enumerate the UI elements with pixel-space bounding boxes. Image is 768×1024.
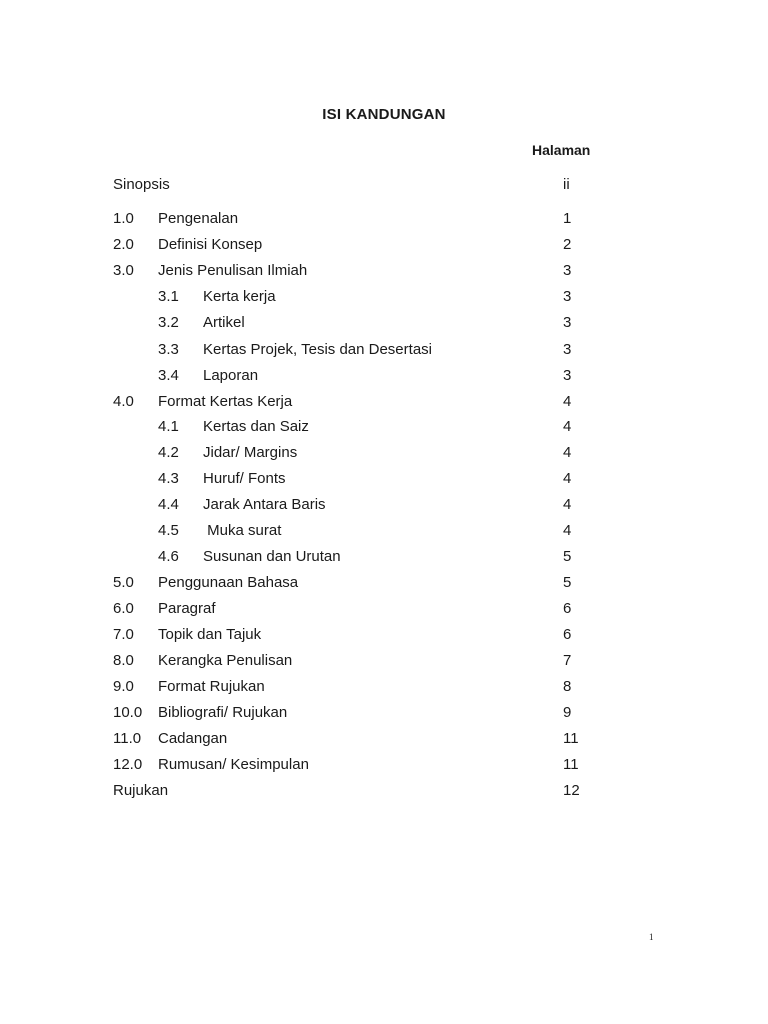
toc-entry-page: 6 <box>563 600 572 617</box>
toc-entry <box>0 392 768 412</box>
toc-entry-number: 4.0 <box>113 393 134 410</box>
toc-entry <box>0 366 768 386</box>
toc-entry-title: Kertas dan Saiz <box>203 418 309 435</box>
footer-page-number: 1 <box>649 932 654 942</box>
toc-entry <box>0 261 768 281</box>
toc-entry-number: 11.0 <box>113 730 142 747</box>
toc-entry-title: Pengenalan <box>158 210 239 227</box>
toc-entry-page: 4 <box>563 393 572 410</box>
toc-entry-title: Sinopsis <box>113 176 170 193</box>
toc-entry-page: 8 <box>563 678 572 695</box>
toc-entry <box>0 209 768 229</box>
toc-entry-page: 3 <box>563 262 572 279</box>
toc-entry <box>0 495 768 515</box>
toc-entry-page: ii <box>563 176 570 193</box>
toc-entry-number: 9.0 <box>113 678 134 695</box>
toc-entry-title: Jarak Antara Baris <box>203 496 326 513</box>
toc-entry <box>0 781 768 801</box>
toc-entry-page: 5 <box>563 574 572 591</box>
toc-entry-title: Cadangan <box>158 730 228 747</box>
toc-entry <box>0 547 768 567</box>
toc-entry-page: 4 <box>563 444 572 461</box>
toc-entry-number: 3.3 <box>158 341 179 358</box>
toc-entry-number: 4.6 <box>158 548 179 565</box>
toc-entry-page: 3 <box>563 367 572 384</box>
toc-entry-page: 4 <box>563 496 572 513</box>
toc-entry-number: 8.0 <box>113 652 134 669</box>
toc-entry-page: 3 <box>563 288 572 305</box>
toc-entry-page: 5 <box>563 548 572 565</box>
toc-entry-page: 7 <box>563 652 572 669</box>
toc-entry-number: 2.0 <box>113 236 134 253</box>
toc-entry-page: 3 <box>563 341 572 358</box>
toc-entry-title: Penggunaan Bahasa <box>158 574 299 591</box>
page-title: ISI KANDUNGAN <box>322 106 446 123</box>
toc-entry <box>0 287 768 307</box>
toc-entry-title: Kertas Projek, Tesis dan Desertasi <box>203 341 432 358</box>
toc-entry <box>0 677 768 697</box>
toc-entry-number: 4.3 <box>158 470 179 487</box>
toc-entry-number: 7.0 <box>113 626 134 643</box>
toc-entry-page: 1 <box>563 210 572 227</box>
toc-entry <box>0 340 768 360</box>
toc-entry <box>0 443 768 463</box>
toc-entry <box>0 573 768 593</box>
toc-entry-page: 4 <box>563 470 572 487</box>
toc-entry-page: 4 <box>563 522 572 539</box>
toc-entry <box>0 755 768 775</box>
toc-entry-title: Artikel <box>203 314 245 331</box>
toc-entry <box>0 703 768 723</box>
toc-entry-number: 12.0 <box>113 756 143 773</box>
toc-entry <box>0 625 768 645</box>
toc-entry-number: 10.0 <box>113 704 143 721</box>
toc-entry-number: 3.1 <box>158 288 179 305</box>
toc-entry-title: Jidar/ Margins <box>203 444 298 461</box>
toc-entry-page: 11 <box>563 730 579 747</box>
toc-entry-number: 3.0 <box>113 262 134 279</box>
page-column-header: Halaman <box>532 142 591 158</box>
toc-entry-number: 6.0 <box>113 600 134 617</box>
toc-entry-title: Muka surat <box>203 522 282 539</box>
toc-entry-page: 6 <box>563 626 572 643</box>
toc-entry-page: 2 <box>563 236 572 253</box>
toc-entry-title: Format Kertas Kerja <box>158 393 293 410</box>
toc-entry-title: Kerta kerja <box>203 288 276 305</box>
toc-entry-number: 3.2 <box>158 314 179 331</box>
toc-entry <box>0 651 768 671</box>
toc-entry-title: Bibliografi/ Rujukan <box>158 704 288 721</box>
toc-entry-number: 3.4 <box>158 367 179 384</box>
toc-entry-page: 11 <box>563 756 579 773</box>
toc-entry-title: Topik dan Tajuk <box>158 626 262 643</box>
toc-entry-number: 4.2 <box>158 444 179 461</box>
toc-entry <box>0 729 768 749</box>
toc-entry-title: Rujukan <box>113 782 169 799</box>
toc-entry-title: Jenis Penulisan Ilmiah <box>158 262 308 279</box>
toc-entry <box>0 417 768 437</box>
toc-entry-page: 4 <box>563 418 572 435</box>
toc-entry-title: Susunan dan Urutan <box>203 548 341 565</box>
toc-entry <box>0 235 768 255</box>
toc-entry <box>0 521 768 541</box>
toc-entry-number: 4.5 <box>158 522 179 539</box>
toc-entry-page: 3 <box>563 314 572 331</box>
toc-entry-number: 1.0 <box>113 210 134 227</box>
toc-entry-page: 12 <box>563 782 580 799</box>
toc-entry-title: Format Rujukan <box>158 678 265 695</box>
toc-entry-title: Laporan <box>203 367 259 384</box>
toc-entry-title: Kerangka Penulisan <box>158 652 293 669</box>
toc-entry-title: Huruf/ Fonts <box>203 470 286 487</box>
toc-entry <box>0 599 768 619</box>
toc-entry-page: 9 <box>563 704 572 721</box>
toc-entry <box>0 313 768 333</box>
toc-entry-number: 4.1 <box>158 418 179 435</box>
toc-entry-title: Rumusan/ Kesimpulan <box>158 756 309 773</box>
toc-entry <box>0 175 768 195</box>
toc-entry-number: 4.4 <box>158 496 179 513</box>
toc-entry-number: 5.0 <box>113 574 134 591</box>
toc-entry-title: Paragraf <box>158 600 216 617</box>
toc-entry <box>0 469 768 489</box>
toc-entry-title: Definisi Konsep <box>158 236 263 253</box>
